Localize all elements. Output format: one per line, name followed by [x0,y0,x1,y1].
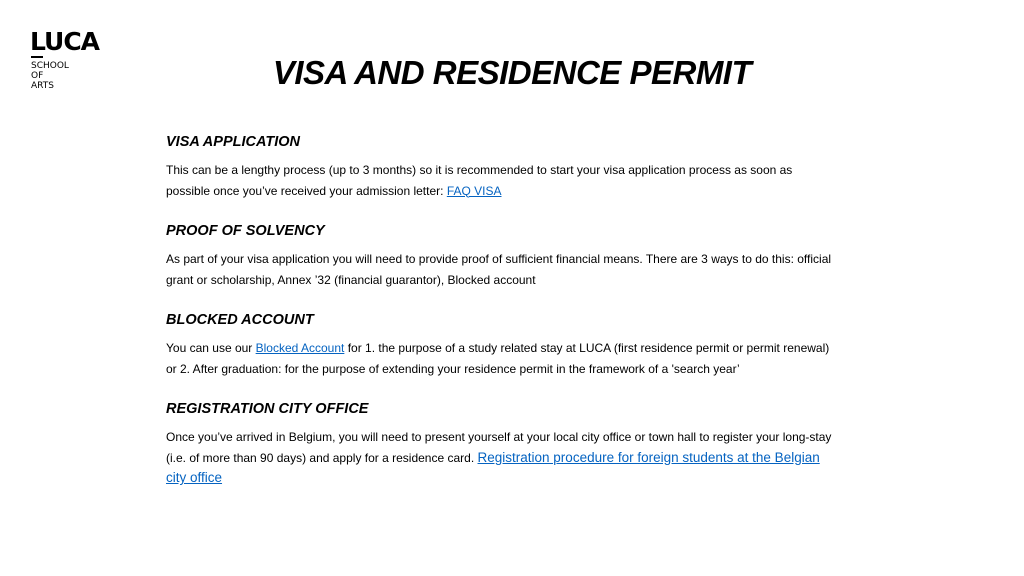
section-visa-application [166,132,834,201]
page-title: VISA AND RESIDENCE PERMIT [272,54,752,91]
section-body: This can be a lengthy process (up to 3 months) so it is recommended to start your visa application process as soon as possible once you’ve received your admission letter: [166,163,793,198]
section-text [166,160,834,201]
section-heading: REGISTRATION CITY OFFICE [166,401,369,417]
section-body: Once you’ve arrived in Belgium, you will need to present yourself at your local city office or town hall to register your long-stay (i.e. of more than 90 days) and apply for a residence card. [166,430,832,465]
section-body-before: You can use our [166,341,256,355]
section-body-after: for 1. the purpose of a study related stay at LUCA (first residence permit or permit renewal) or 2. After graduation: for the purpose of extending your residence permit in the framework of a 'search year’ [166,341,830,376]
section-text [166,427,834,489]
faq-visa-link[interactable]: FAQ VISA [446,183,502,198]
section-blocked-account [166,310,834,379]
section-text: As part of your visa application you will need to provide proof of sufficient financial means. There are 3 ways to do this: official grant or scholarship, Annex ’32 (financial guarantor), Blocked account [166,252,832,287]
logo-line-arts: ARTS [31,81,54,91]
logo-line-of: OF [31,71,44,81]
section-heading: VISA APPLICATION [166,134,300,150]
content [166,132,834,509]
blocked-account-link[interactable]: Blocked Account [255,341,345,355]
logo-line-school: SCHOOL [31,61,69,71]
section-proof-of-solvency [166,221,834,290]
section-heading: PROOF OF SOLVENCY [166,223,325,239]
registration-procedure-link[interactable]: Registration procedure for foreign students at the Belgian city office [166,449,820,485]
section-heading: BLOCKED ACCOUNT [166,312,314,328]
section-text [166,338,834,379]
section-registration-city-office [166,399,834,489]
logo-wordmark: LUCA [30,27,100,56]
